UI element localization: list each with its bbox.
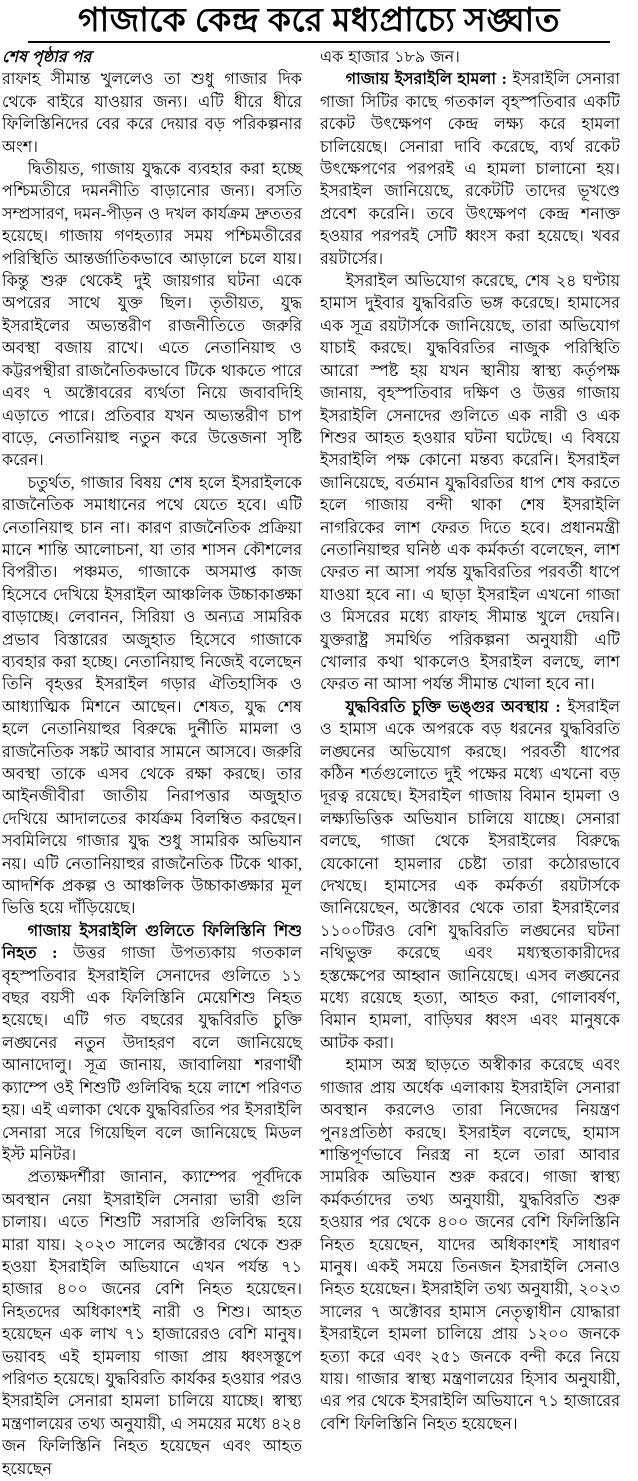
left-column	[2, 47, 302, 1481]
article-headline: গাজাকে কেন্দ্র করে মধ্যপ্রাচ্যে সঙ্ঘাত	[78, 3, 560, 39]
article-body	[2, 47, 636, 1481]
article-paragraph	[2, 1167, 302, 1481]
article-paragraph	[320, 69, 620, 271]
article-paragraph	[2, 69, 302, 159]
article-paragraph	[320, 1055, 620, 1436]
paragraph-text: ইসরাইল অভিযোগ করেছে, শেষ ২৪ ঘণ্টায় হামাস দুইবার যুদ্ধবিরতি ভঙ্গ করেছে। হামাসের এক সূত্র রয়টার্সকে জানিয়েছে, তারা অভিযোগ যাচাই করছে। যুদ্ধবিরতির নাজুক পরিস্থিতি আরো স্পষ্ট হয় যখন স্থানীয় স্বাস্থ্য কর্তৃপক্ষ জানায়, বৃহস্পতিবার দক্ষিণ ও উত্তর গাজায় ইসরাইলি সেনাদের গুলিতে এক নারী ও এক শিশুর আহত হওয়ার ঘটনা ঘটেছে। এ বিষয়ে ইসরাইলি পক্ষ কোনো মন্তব্য করেনি। ইসরাইল জানিয়েছে, বর্তমান যুদ্ধবিরতির ধাপ শেষ করতে হলে গাজায় বন্দী থাকা শেষ ইসরাইলি নাগরিকের লাশ ফেরত দিতে হবে। প্রধানমন্ত্রী নেতানিয়াহুর ঘনিষ্ঠ এক কর্মকর্তা বলেছেন, লাশ ফেরত না আসা পর্যন্ত যুদ্ধবিরতির পরবর্তী ধাপে যাওয়া হবে না। এ ছাড়া ইসরাইল এখনো গাজা ও মিসরের মধ্যে রাফাহ সীমান্ত খুলে দেয়নি। যুক্তরাষ্ট্র সমর্থিত পরিকল্পনা অনুযায়ী এটি খোলার কথা থাকলেও ইসরাইল বলছে, লাশ ফেরত না আসা পর্যন্ত সীমান্ত খোলা হবে না।	[320, 273, 620, 694]
paragraph-text: উত্তর গাজা উপত্যকায় গতকাল বৃহস্পতিবার ইসরাইলি সেনাদের গুলিতে ১১ বছর বয়সী এক ফিলিস্তিনি মেয়েশিশু নিহত হয়েছে। এটি গত বছরের যুদ্ধবিরতি চুক্তি লঙ্ঘনের নতুন উদাহরণ বলে জানিয়েছে আনাদোলু। সূত্র জানায়, জাবালিয়া শরণার্থী ক্যাম্পে ওই শিশুটি গুলিবিদ্ধ হয়ে লাশে পরিণত হয়। এই এলাকা থেকে যুদ্ধবিরতির পর ইসরাইলি সেনারা সরে গিয়েছিল বলে জানিয়েছে মিডল ইস্ট মনিটর।	[2, 945, 302, 1164]
article-paragraph	[2, 159, 302, 473]
paragraph-text: দ্বিতীয়ত, গাজায় যুদ্ধকে ব্যবহার করা হচ্ছে পশ্চিমতীরে দমননীতি বাড়ানোর জন্য। বসতি সম্প্রসারণ, দমন-পীড়ন ও দখল কার্যক্রম দ্রুততর হয়েছে। গাজায় গণহত্যার সময় পশ্চিমতীরের পরিস্থিতি আন্তর্জাতিকভাবে আড়ালে চলে যায়। কিন্তু শুরু থেকেই দুই জায়গার ঘটনা একে অপরের সাথে যুক্ত ছিল। তৃতীয়ত, যুদ্ধ ইসরাইলের অভ্যন্তরীণ রাজনীতিতে জরুরি অবস্থা বজায় রাখে। এতে নেতানিয়াহু ও কট্টরপন্থীরা রাজনৈতিকভাবে টিকে থাকতে পারে এবং ৭ অক্টোবরের ব্যর্থতা নিয়ে জবাবদিহি এড়াতে পারে। প্রতিবার যখন অভ্যন্তরীণ চাপ বাড়ে, নেতানিয়াহু নতুন করে উত্তেজনা সৃষ্টি করেন।	[2, 161, 302, 470]
paragraph-text: প্রত্যক্ষদর্শীরা জানান, ক্যাম্পের পূর্বদিকে অবস্থান নেয়া ইসরাইলি সেনারা ভারী গুলি চালায়। এতে শিশুটি সরাসরি গুলিবিদ্ধ হয়ে মারা যায়। ২০২৩ সালের অক্টোবর থেকে শুরু হওয়া ইসরাইলি অভিযানে এখন পর্যন্ত ৭১ হাজার ৪০০ জনের বেশি নিহত হয়েছেন। নিহতদের অধিকাংশই নারী ও শিশু। আহত হয়েছেন এক লাখ ৭১ হাজারেরও বেশি মানুষ। ভয়াবহ এই হামলায় গাজা প্রায় ধ্বংসস্তূপে পরিণত হয়েছে। যুদ্ধবিরতি কার্যকর হওয়ার পরও ইসরাইলি সেনারা হামলা চালিয়ে যাচ্ছে। স্বাস্থ্য মন্ত্রণালয়ের তথ্য অনুযায়ী, এ সময়ের মধ্যে ৪২৪ জন ফিলিস্তিনি নিহত হয়েছেন এবং আহত হয়েছেন	[2, 1169, 302, 1478]
headline-underline	[28, 41, 610, 43]
paragraph-text: চতুর্থত, গাজার বিষয় শেষ হলে ইসরাইলকে রাজনৈতিক সমাধানের পথে যেতে হবে। এটি নেতানিয়াহু চান না। কারণ রাজনৈতিক প্রক্রিয়া মানে শান্তি আলোচনা, যা তার শাসন কৌশলের বিপরীত। পঞ্চমত, গাজাকে অসমাপ্ত কাজ হিসেবে দেখিয়ে ইসরাইল আঞ্চলিক উচ্চাকাঙ্ক্ষা বাড়াচ্ছে। লেবানন, সিরিয়া ও অন্যত্র সামরিক প্রভাব বিস্তারের অজুহাত হিসেবে গাজাকে ব্যবহার করা হচ্ছে। নেতানিয়াহু নিজেই বলেছেন তিনি বৃহত্তর ইসরাইল গড়ার ঐতিহাসিক ও আধ্যাত্মিক মিশনে আছেন। শেষত, যুদ্ধ শেষ হলে নেতানিয়াহুর বিরুদ্ধে দুর্নীতি মামলা ও রাজনৈতিক সঙ্কট আবার সামনে আসবে। জরুরি অবস্থা তাকে এসব থেকে রক্ষা করছে। তার আইনজীবীরা জাতীয় নিরাপত্তার অজুহাত দেখিয়ে আদালতের কার্যক্রম বিলম্বিত করছেন। সবমিলিয়ে গাজার যুদ্ধ শুধু সামরিক অভিযান নয়। এটি নেতানিয়াহুর রাজনৈতিক টিকে থাকা, আদর্শিক প্রকল্প ও আঞ্চলিক উচ্চাকাঙ্ক্ষার মূল ভিত্তি হয়ে দাঁড়িয়েছে।	[2, 474, 302, 918]
paragraph-text: ইসরাইল ও হামাস একে অপরকে বড় ধরনের যুদ্ধবিরতি লঙ্ঘনের অভিযোগ করছে। পরবর্তী ধাপের কঠিন শর্তগুলোতে দুই পক্ষের মধ্যে এখনো বড় দূরত্ব রয়েছে। ইসরাইল গাজায় বিমান হামলা ও লক্ষ্যভিত্তিক অভিযান চালিয়ে যাচ্ছে। সেনারা বলছে, গাজা থেকে ইসরাইলের বিরুদ্ধে যেকোনো হামলার চেষ্টা তারা কঠোরভাবে দেখছে। হামাসের এক কর্মকর্তা রয়টার্সকে জানিয়েছেন, অক্টোবর থেকে তারা ইসরাইলের ১১০০টিরও বেশি যুদ্ধবিরতি লঙ্ঘনের ঘটনা নথিভুক্ত করেছে এবং মধ্যস্থতাকারীদের হস্তক্ষেপের আহ্বান জানিয়েছে। এসব লঙ্ঘনের মধ্যে রয়েছে হত্যা, আহত করা, গোলাবর্ষণ, বিমান হামলা, বাড়িঘর ধ্বংস এবং মানুষকে আটক করা।	[320, 698, 620, 1052]
article-paragraph	[320, 697, 620, 1056]
article-paragraph	[320, 271, 620, 697]
right-column	[320, 47, 620, 1481]
paragraph-text: হামাস অস্ত্র ছাড়তে অস্বীকার করেছে এবং গাজার প্রায় অর্ধেক এলাকায় ইসরাইলি সেনারা অবস্থান করলেও তারা নিজেদের নিয়ন্ত্রণ পুনঃপ্রতিষ্ঠা করছে। ইসরাইল বলেছে, হামাস শান্তিপূর্ণভাবে নিরস্ত্র না হলে তারা আবার সামরিক অভিযান শুরু করবে। গাজা স্বাস্থ্য কর্মকর্তাদের তথ্য অনুযায়ী, যুদ্ধবিরতি শুরু হওয়ার পর থেকে ৪০০ জনের বেশি ফিলিস্তিনি নিহত হয়েছেন, যাদের অধিকাংশই সাধারণ মানুষ। একই সময়ে তিনজন ইসরাইলি সেনাও নিহত হয়েছেন। ইসরাইলি তথ্য অনুযায়ী, ২০২৩ সালের ৭ অক্টোবর হামাস নেতৃত্বাধীন যোদ্ধারা ইসরাইলে হামলা চালিয়ে প্রায় ১২০০ জনকে হত্যা করে এবং ২৫১ জনকে বন্দী করে নিয়ে যায়। গাজার স্বাস্থ্য মন্ত্রণালয়ের হিসাব অনুযায়ী, এর পর থেকে ইসরাইলি অভিযানে ৭১ হাজারের বেশি ফিলিস্তিনি নিহত হয়েছেন।	[320, 1057, 620, 1433]
article-paragraph	[320, 47, 620, 69]
continued-from-label: শেষ পৃষ্ঠার পর	[2, 49, 92, 66]
article-paragraph	[2, 473, 302, 921]
paragraph-text: এক হাজার ১৮৯ জন।	[320, 49, 460, 66]
inline-subhead: যুদ্ধবিরতি চুক্তি ভঙ্গুর অবস্থায় :	[345, 698, 568, 716]
inline-subhead: গাজায় ইসরাইলি গুলিতে ফিলিস্তিনি শিশু নিহত :	[2, 922, 302, 963]
inline-subhead: গাজায় ইসরাইলি হামলা :	[345, 71, 513, 89]
article-paragraph	[2, 921, 302, 1167]
paragraph-text: রাফাহ সীমান্ত খুললেও তা শুধু গাজার দিক থেকে বাইরে যাওয়ার জন্য। এটি ধীরে ধীরে ফিলিস্তিনিদের বের করে দেয়ার বড় পরিকল্পনার অংশ।	[2, 71, 302, 156]
paragraph-text: ইসরাইলি সেনারা গাজা সিটির কাছে গতকাল বৃহস্পতিবার একটি রকেট উৎক্ষেপণ কেন্দ্র লক্ষ্য করে হামলা চালিয়েছে। সেনারা দাবি করেছে, ব্যর্থ রকেট উৎক্ষেপণের পরপরই এ হামলা চালানো হয়। ইসরাইল জানিয়েছে, রকেটটি তাদের ভূখণ্ডে প্রবেশ করেনি। তবে উৎক্ষেপণ কেন্দ্র শনাক্ত হওয়ার পরপরই সেটি ধ্বংস করা হয়েছে। খবর রয়টার্সের।	[320, 71, 620, 268]
